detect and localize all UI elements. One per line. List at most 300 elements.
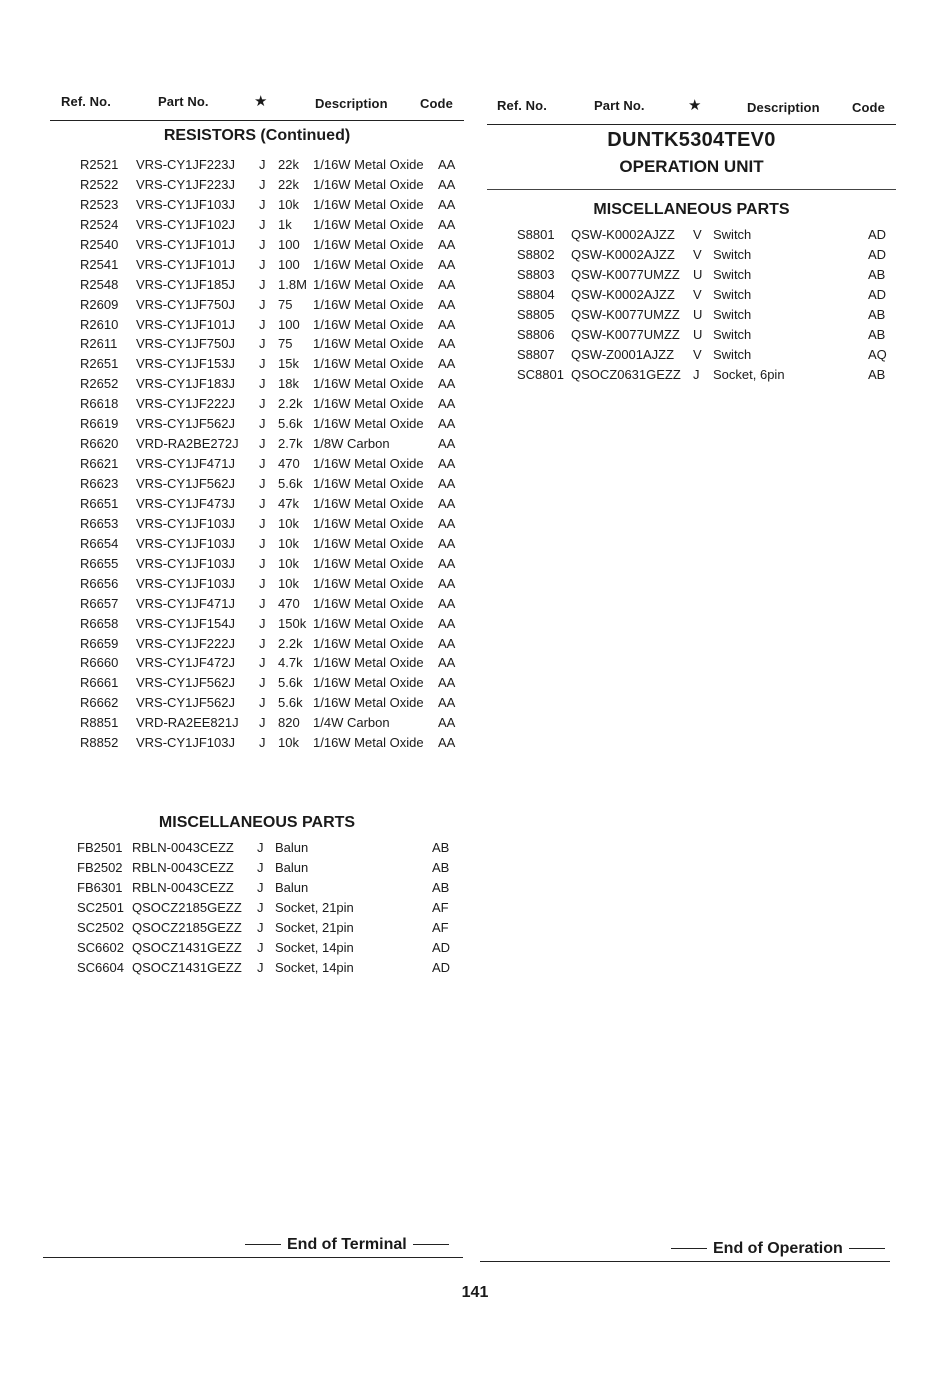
part-no: QSOCZ1431GEZZ [132,960,242,975]
part-no: VRS-CY1JF750J [136,336,235,352]
description: 1/16W Metal Oxide [313,515,424,531]
rank-mark: J [259,476,266,491]
ref-no: R2521 [80,157,119,172]
price-code: AA [438,316,456,332]
left-header-star: ★ [254,93,268,110]
description: 1/16W Metal Oxide [313,276,424,292]
description: 1/16W Metal Oxide [313,396,424,412]
part-no: QSW-K0002AJZZ [571,287,675,302]
part-no: VRS-CY1JF562J [136,476,235,491]
resistance-value: 4.7k [278,655,303,671]
table-row [0,347,950,367]
table-row [0,675,470,695]
table-row [0,960,470,980]
description: 1/16W Metal Oxide [313,456,424,472]
dash-right-b [849,1248,885,1249]
resistance-value: 18k [278,376,299,392]
part-no: QSOCZ0631GEZZ [571,367,681,382]
price-code: AD [432,960,451,975]
resistance-value: 5.6k [278,675,303,691]
ref-no: R6620 [80,436,119,452]
ref-no: R6621 [80,456,119,472]
ref-no: R6618 [80,396,119,412]
part-no: VRS-CY1JF562J [136,675,235,691]
right-header-rule [487,124,896,125]
end-of-terminal-text: End of Terminal [287,1236,407,1253]
resistance-value: 100 [278,316,300,332]
part-no: VRS-CY1JF154J [136,615,235,631]
rank-mark: J [257,860,264,875]
part-no: QSW-K0002AJZZ [571,227,675,242]
ref-no: FB2501 [77,840,123,855]
description: Switch [713,227,752,242]
part-no: VRS-CY1JF222J [136,396,235,412]
resistance-value: 5.6k [278,476,303,491]
table-row [0,940,470,960]
part-no: VRS-CY1JF185J [136,276,235,292]
resistance-value: 2.2k [278,396,303,412]
ref-no: R2651 [80,356,119,372]
resistance-value: 100 [278,236,300,252]
rank-mark: U [693,327,703,342]
part-no: VRS-CY1JF101J [136,316,235,332]
ref-no: R2548 [80,276,119,292]
price-code: AD [432,940,451,955]
right-misc-title: MISCELLANEOUS PARTS [593,201,790,218]
right-misc-list [0,227,950,387]
description: Balun [275,860,309,875]
right-header-part: Part No. [594,98,645,113]
description: 1/4W Carbon [313,715,390,731]
description: Switch [713,347,752,362]
table-row [0,197,470,217]
table-row [0,287,950,307]
end-of-terminal [239,1236,455,1254]
rank-mark: J [259,256,266,272]
ref-no: S8801 [517,227,555,242]
part-no: RBLN-0043CEZZ [132,840,234,855]
part-no: QSW-K0077UMZZ [571,307,680,322]
end-of-operation-text: End of Operation [713,1240,843,1257]
rank-mark: J [259,535,266,551]
ref-no: FB2502 [77,860,123,875]
part-no: VRS-CY1JF103J [136,196,235,212]
rank-mark: J [259,296,266,312]
right-header-star: ★ [688,97,702,114]
table-row [0,267,950,287]
part-no: VRS-CY1JF472J [136,655,235,671]
description: 1/16W Metal Oxide [313,356,424,372]
rank-mark: J [259,196,266,212]
rank-mark: J [259,216,266,232]
resistance-value: 75 [278,296,293,312]
resistance-value: 10k [278,535,299,551]
ref-no: R6651 [80,495,119,511]
price-code: AA [438,695,456,711]
price-code: AD [868,227,887,242]
part-no: RBLN-0043CEZZ [132,860,234,875]
table-row [0,307,950,327]
description: 1/16W Metal Oxide [313,595,424,611]
price-code: AA [438,735,456,751]
table-row [0,596,470,616]
table-row [0,860,470,880]
description: Switch [713,327,752,342]
rank-mark: U [693,267,703,282]
end-of-operation [665,1240,891,1258]
left-header-code: Code [420,96,453,111]
ref-no: R6661 [80,675,119,691]
table-row [0,367,950,387]
rank-mark: V [693,347,702,362]
description: 1/16W Metal Oxide [313,416,424,432]
ref-no: SC6602 [77,940,124,955]
unit-id-title: DUNTK5304TEV0 [607,129,776,151]
ref-no: R8851 [80,715,119,731]
rank-mark: J [259,595,266,611]
description: 1/16W Metal Oxide [313,296,424,312]
ref-no: S8807 [517,347,555,362]
price-code: AA [438,595,456,611]
left-header-ref: Ref. No. [61,94,111,109]
description: 1/16W Metal Oxide [313,615,424,631]
price-code: AB [868,307,886,322]
table-row [0,695,470,715]
description: 1/16W Metal Oxide [313,575,424,591]
left-header-rule [50,120,464,121]
price-code: AA [438,256,456,272]
description: 1/16W Metal Oxide [313,476,424,491]
rank-mark: J [259,456,266,472]
unit-name-title: OPERATION UNIT [619,157,764,176]
rank-mark: J [259,715,266,731]
part-no: VRS-CY1JF103J [136,735,235,751]
part-no: VRS-CY1JF101J [136,236,235,252]
price-code: AA [438,535,456,551]
part-no: VRS-CY1JF102J [136,216,235,232]
rank-mark: J [257,940,264,955]
price-code: AA [438,635,456,651]
resistance-value: 1.8M [278,276,307,292]
price-code: AA [438,456,456,472]
resistance-value: 470 [278,456,300,472]
price-code: AA [438,396,456,412]
table-row [0,655,470,675]
rank-mark: J [259,515,266,531]
price-code: AA [438,296,456,312]
price-code: AB [432,860,450,875]
dash-left-a [245,1244,281,1245]
resistance-value: 150k [278,615,307,631]
resistors-title: RESISTORS (Continued) [163,127,351,144]
left-footer-rule [43,1257,463,1258]
part-no: VRS-CY1JF562J [136,695,235,711]
rank-mark: U [693,307,703,322]
price-code: AA [438,476,456,491]
resistance-value: 2.7k [278,436,303,452]
table-row [0,735,470,755]
left-header-desc: Description [315,96,388,111]
rank-mark: J [257,960,264,975]
table-row [0,840,470,860]
description: 1/8W Carbon [313,436,390,452]
rank-mark: V [693,227,702,242]
ref-no: SC2501 [77,900,124,915]
ref-no: R6623 [80,476,119,491]
description: 1/16W Metal Oxide [313,236,424,252]
price-code: AA [438,196,456,212]
left-misc-title: MISCELLANEOUS PARTS [158,814,356,831]
part-no: QSW-K0077UMZZ [571,327,680,342]
resistance-value: 5.6k [278,695,303,711]
table-row [0,616,470,636]
ref-no: R2540 [80,236,119,252]
part-no: VRS-CY1JF471J [136,595,235,611]
ref-no: R2610 [80,316,119,332]
ref-no: R6660 [80,655,119,671]
price-code: AA [438,336,456,352]
price-code: AA [438,615,456,631]
table-row [0,715,470,735]
description: 1/16W Metal Oxide [313,376,424,392]
part-no: QSW-K0077UMZZ [571,267,680,282]
dash-right-a [671,1248,707,1249]
price-code: AA [438,356,456,372]
table-row [0,496,470,516]
description: 1/16W Metal Oxide [313,316,424,332]
rank-mark: J [259,655,266,671]
resistance-value: 75 [278,336,293,352]
ref-no: R6619 [80,416,119,432]
rank-mark: J [259,276,266,292]
price-code: AA [438,416,456,432]
rank-mark: J [259,575,266,591]
description: 1/16W Metal Oxide [313,157,424,172]
price-code: AB [432,880,450,895]
table-row [0,516,470,536]
part-no: VRS-CY1JF471J [136,456,235,472]
table-row [0,157,470,177]
description: 1/16W Metal Oxide [313,695,424,711]
ref-no: S8806 [517,327,555,342]
rank-mark: J [257,900,264,915]
table-row [0,247,950,267]
resistance-value: 820 [278,715,300,731]
rank-mark: J [259,635,266,651]
table-row [0,880,470,900]
ref-no: R2523 [80,196,119,212]
rank-mark: J [259,416,266,432]
rank-mark: J [259,396,266,412]
right-header-code: Code [852,100,885,115]
description: Socket, 6pin [713,367,785,382]
ref-no: R2652 [80,376,119,392]
ref-no: R6659 [80,635,119,651]
part-no: QSOCZ2185GEZZ [132,920,242,935]
part-no: RBLN-0043CEZZ [132,880,234,895]
table-row [0,177,470,197]
part-no: VRS-CY1JF183J [136,376,235,392]
price-code: AF [432,900,449,915]
part-no: QSW-Z0001AJZZ [571,347,675,362]
description: Socket, 21pin [275,900,354,915]
table-row [0,476,470,496]
page-number: 141 [461,1284,489,1301]
part-no: VRS-CY1JF562J [136,416,235,432]
rank-mark: J [259,336,266,352]
description: Switch [713,287,752,302]
rank-mark: V [693,287,702,302]
description: 1/16W Metal Oxide [313,176,424,192]
price-code: AA [438,376,456,392]
rank-mark: J [259,376,266,392]
description: 1/16W Metal Oxide [313,495,424,511]
description: 1/16W Metal Oxide [313,735,424,751]
ref-no: R6657 [80,595,119,611]
resistance-value: 47k [278,495,299,511]
description: 1/16W Metal Oxide [313,655,424,671]
resistance-value: 10k [278,575,299,591]
rank-mark: J [259,356,266,372]
left-misc-list [0,840,470,980]
right-header-ref: Ref. No. [497,98,547,113]
ref-no: S8804 [517,287,555,302]
rank-mark: J [259,695,266,711]
part-no: VRS-CY1JF103J [136,555,235,571]
right-header-desc: Description [747,100,820,115]
resistance-value: 100 [278,256,300,272]
description: 1/16W Metal Oxide [313,555,424,571]
price-code: AA [438,157,456,172]
resistance-value: 10k [278,555,299,571]
part-no: VRS-CY1JF222J [136,635,235,651]
resistance-value: 470 [278,595,300,611]
right-footer-rule [480,1261,890,1262]
ref-no: R8852 [80,735,119,751]
resistance-value: 15k [278,356,299,372]
table-row [0,920,470,940]
rank-mark: J [257,840,264,855]
part-no: VRS-CY1JF750J [136,296,235,312]
description: Balun [275,880,309,895]
ref-no: R6655 [80,555,119,571]
part-no: QSOCZ2185GEZZ [132,900,242,915]
ref-no: SC8801 [517,367,564,382]
table-row [0,436,470,456]
rank-mark: J [257,920,264,935]
part-no: VRS-CY1JF103J [136,535,235,551]
price-code: AB [868,367,886,382]
price-code: AB [432,840,450,855]
resistance-value: 2.2k [278,635,303,651]
rank-mark: J [257,880,264,895]
rank-mark: J [259,176,266,192]
table-row [0,636,470,656]
rank-mark: V [693,247,702,262]
description: 1/16W Metal Oxide [313,256,424,272]
ref-no: R6656 [80,575,119,591]
part-no: VRS-CY1JF153J [136,356,235,372]
resistance-value: 22k [278,157,299,172]
resistance-value: 22k [278,176,299,192]
table-row [0,900,470,920]
left-header-part: Part No. [158,94,209,109]
part-no: VRS-CY1JF223J [136,157,235,172]
price-code: AF [432,920,449,935]
ref-no: FB6301 [77,880,123,895]
part-no: VRS-CY1JF103J [136,575,235,591]
description: 1/16W Metal Oxide [313,216,424,232]
rank-mark: J [259,555,266,571]
ref-no: R6662 [80,695,119,711]
price-code: AA [438,655,456,671]
unit-rule [487,189,896,190]
description: 1/16W Metal Oxide [313,635,424,651]
rank-mark: J [259,157,266,172]
rank-mark: J [259,436,266,452]
part-no: VRS-CY1JF101J [136,256,235,272]
price-code: AB [868,267,886,282]
part-no: QSOCZ1431GEZZ [132,940,242,955]
ref-no: S8805 [517,307,555,322]
price-code: AA [438,236,456,252]
part-no: VRS-CY1JF473J [136,495,235,511]
table-row [0,456,470,476]
price-code: AA [438,715,456,731]
description: Switch [713,267,752,282]
description: Switch [713,247,752,262]
ref-no: R2609 [80,296,119,312]
ref-no: S8803 [517,267,555,282]
resistance-value: 10k [278,196,299,212]
ref-no: R2524 [80,216,119,232]
description: Socket, 21pin [275,920,354,935]
ref-no: R6653 [80,515,119,531]
part-no: QSW-K0002AJZZ [571,247,675,262]
rank-mark: J [259,735,266,751]
dash-left-b [413,1244,449,1245]
table-row [0,227,950,247]
rank-mark: J [693,367,700,382]
ref-no: S8802 [517,247,555,262]
price-code: AA [438,276,456,292]
description: 1/16W Metal Oxide [313,336,424,352]
resistance-value: 10k [278,735,299,751]
table-row [0,327,950,347]
ref-no: SC6604 [77,960,124,975]
description: Switch [713,307,752,322]
rank-mark: J [259,675,266,691]
table-row [0,396,470,416]
ref-no: SC2502 [77,920,124,935]
price-code: AA [438,555,456,571]
description: 1/16W Metal Oxide [313,196,424,212]
price-code: AA [438,495,456,511]
resistance-value: 5.6k [278,416,303,432]
price-code: AA [438,575,456,591]
table-row [0,576,470,596]
price-code: AD [868,247,887,262]
part-no: VRD-RA2EE821J [136,715,239,731]
part-no: VRS-CY1JF223J [136,176,235,192]
price-code: AA [438,436,456,452]
description: Socket, 14pin [275,960,354,975]
ref-no: R2522 [80,176,119,192]
price-code: AA [438,675,456,691]
part-no: VRD-RA2BE272J [136,436,239,452]
table-row [0,536,470,556]
rank-mark: J [259,495,266,511]
